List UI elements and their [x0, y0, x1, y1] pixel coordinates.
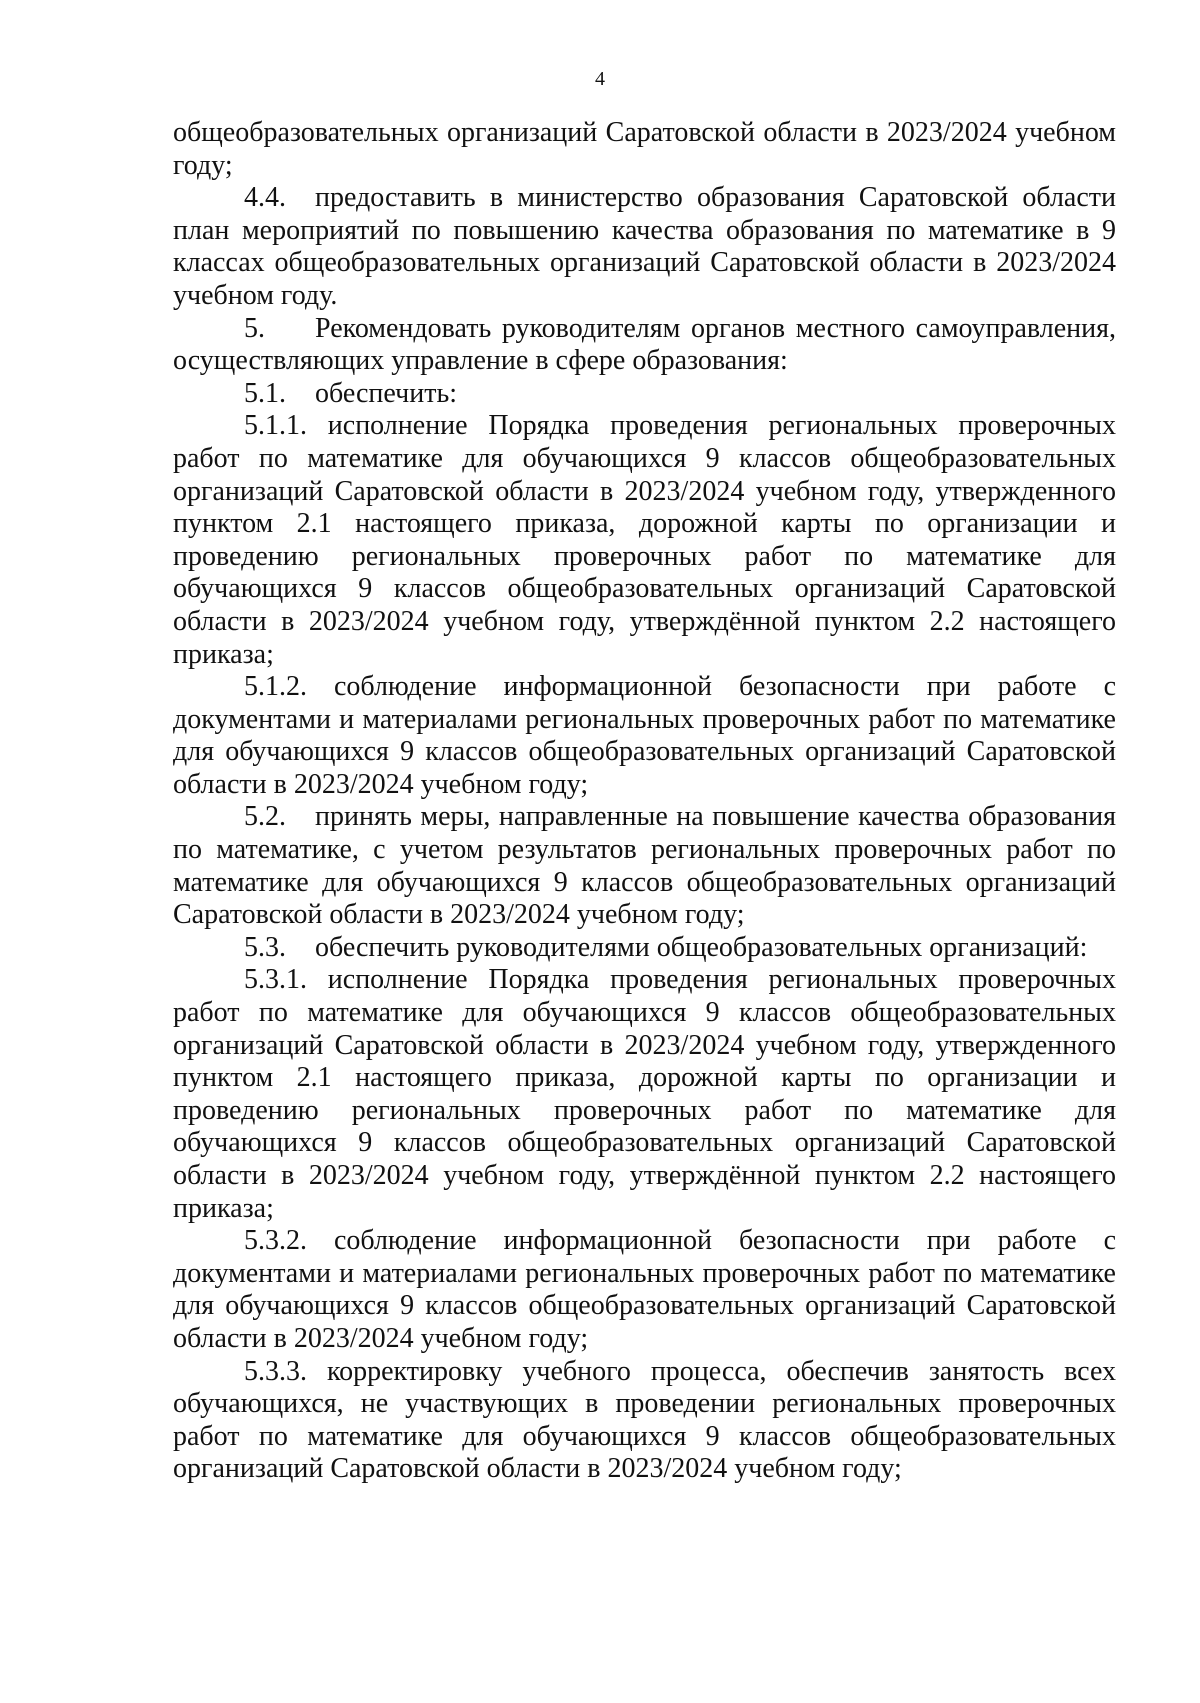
paragraph-5-1-1: [173, 410, 1116, 671]
paragraph-text: соблюдение информационной безопасности при работе с документами и материалами региональных проверочных работ по математике для обучающихся 9 классов общеобразовательных организаций Саратовской области в 2023/2024 учебном году;: [173, 671, 1116, 800]
paragraph-5-1: [173, 378, 1116, 411]
paragraph-5-2: [173, 801, 1116, 931]
paragraph-text: принять меры, направленные на повышение качества образования по математике, с учетом результатов региональных проверочных работ по математике для обучающихся 9 классов общеобразовательных организаций Саратовской области в 2023/2024 учебном году;: [173, 801, 1116, 931]
paragraph-number: 5.1.2.: [244, 671, 307, 703]
paragraph-text: исполнение Порядка проведения региональных проверочных работ по математике для обучающихся 9 классов общеобразовательных организаций Саратовской области в 2023/2024 учебном году, утвержденного пунктом 2.1 настоящего приказа, дорожной карты по организации и проведению региональных проверочных работ по математике для обучающихся 9 классов общеобразовательных организаций Саратовской области в 2023/2024 учебном году, утверждённой пунктом 2.2 настоящего приказа;: [173, 964, 1116, 1224]
paragraph-text: предоставить в министерство образования Саратовской области план мероприятий по повышению качества образования по математике в 9 классах общеобразовательных организаций Саратовской области в 2023/2024 учебном году.: [173, 182, 1116, 311]
paragraph-text: соблюдение информационной безопасности при работе с документами и материалами региональных проверочных работ по математике для обучающихся 9 классов общеобразовательных организаций Саратовской области в 2023/2024 учебном году;: [173, 1225, 1116, 1354]
paragraph-text: обеспечить:: [315, 377, 457, 409]
paragraph-number: 5.3.: [244, 931, 286, 963]
paragraph-5-3-2: [173, 1225, 1116, 1355]
paragraph-number: 5.1.1.: [244, 410, 307, 442]
paragraph-number: 5.2.: [244, 801, 286, 833]
paragraph-number: 5.3.2.: [244, 1225, 307, 1257]
paragraph-number: 5.1.: [244, 377, 286, 409]
paragraph-text: исполнение Порядка проведения региональных проверочных работ по математике для обучающихся 9 классов общеобразовательных организаций Саратовской области в 2023/2024 учебном году, утвержденного пунктом 2.1 настоящего приказа, дорожной карты по организации и проведению региональных проверочных работ по математике для обучающихся 9 классов общеобразовательных организаций Саратовской области в 2023/2024 учебном году, утверждённой пунктом 2.2 настоящего приказа;: [173, 410, 1116, 670]
paragraph-5-3-3: [173, 1356, 1116, 1486]
document-body: [173, 117, 1116, 1486]
paragraph-number: 5.3.3.: [244, 1355, 307, 1387]
paragraph-5: [173, 313, 1116, 378]
page-number: 4: [595, 68, 605, 90]
paragraph-text: Рекомендовать руководителям органов местного самоуправления, осуществляющих управление в сфере образования:: [173, 312, 1116, 377]
paragraph-5-1-2: [173, 671, 1116, 801]
paragraph-number: 4.4.: [244, 182, 286, 214]
paragraph-text: корректировку учебного процесса, обеспечив занятость всех обучающихся, не участвующих в проведении региональных проверочных работ по математике для обучающихся 9 классов общеобразовательных организаций Саратовской области в 2023/2024 учебном году;: [173, 1355, 1117, 1485]
paragraph-4-4: [173, 182, 1116, 312]
paragraph-5-3: [173, 932, 1116, 965]
paragraph-5-3-1: [173, 964, 1116, 1225]
paragraph-continuation: [173, 117, 1116, 182]
paragraph-text: обеспечить руководителями общеобразовательных организаций:: [315, 931, 1088, 963]
paragraph-text: общеобразовательных организаций Саратовской области в 2023/2024 учебном году;: [173, 117, 1116, 181]
paragraph-number: 5.3.1.: [244, 964, 307, 996]
paragraph-number: 5.: [244, 312, 265, 344]
